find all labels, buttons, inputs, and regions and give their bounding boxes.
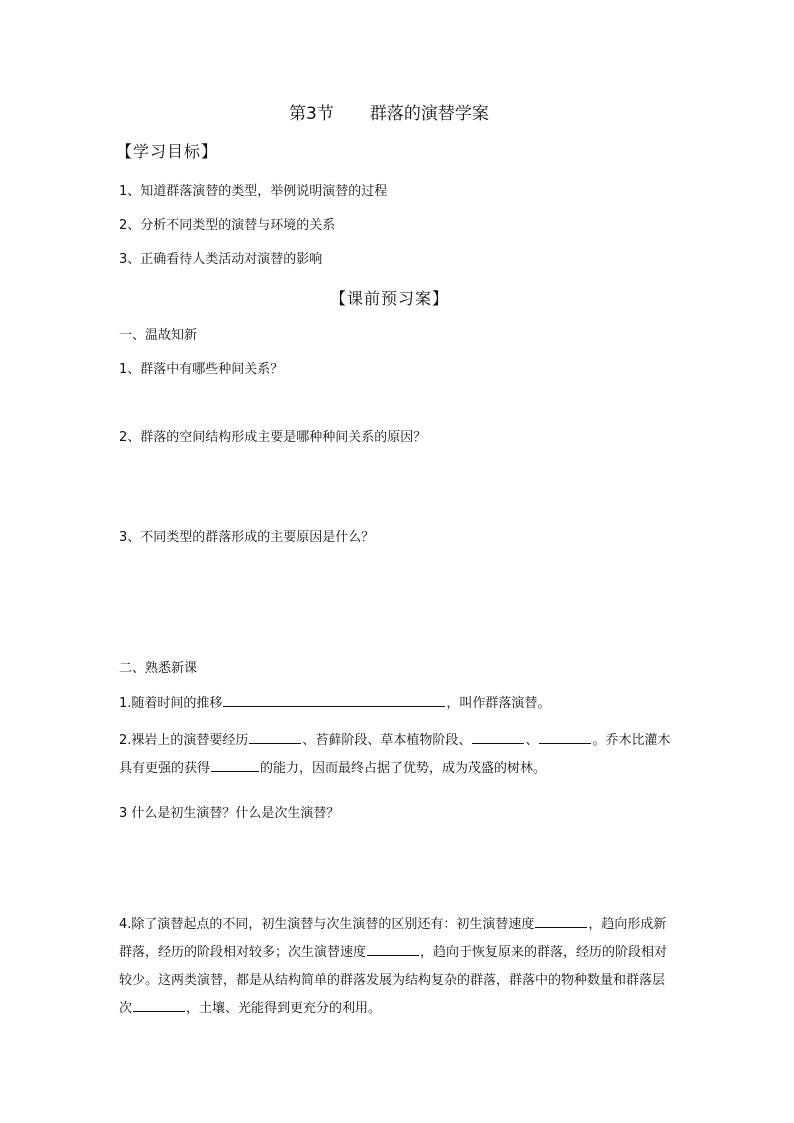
answer-blank[interactable] [133, 999, 185, 1012]
new-lesson-question-1: 1.随着时间的推移 ，叫作群落演替。 [119, 696, 551, 711]
new-lesson-question-4: 4.除了演替起点的不同，初生演替与次生演替的区别还有：初生演替速度 ，趋向形成新群落，经历的阶段相对较多；次生演替速度 ，趋向于恢复原来的群落，经历的阶段相对较少。这两类演替，都是从结构简单的群落发展为结构复杂的群落，群落中的物种数量和群落层次 ，土壤、光能得到更充分的利用。 [119, 917, 668, 1016]
answer-blank[interactable] [367, 943, 419, 956]
review-question-2: 2、群落的空间结构形成主要是哪种种间关系的原因？ [119, 430, 427, 445]
preview-heading: 【课前预习案】 [330, 289, 450, 308]
answer-blank[interactable] [249, 731, 301, 744]
review-heading: 一、温故知新 [119, 328, 198, 343]
answer-blank[interactable] [211, 759, 259, 772]
objective-item-2: 2、分析不同类型的演替与环境的关系 [119, 218, 336, 233]
section-title: 群落的演替学案 [369, 104, 489, 124]
review-question-1: 1、群落中有哪些种间关系？ [119, 362, 284, 377]
answer-blank[interactable] [472, 731, 524, 744]
answer-blank[interactable] [223, 694, 445, 707]
new-lesson-question-3: 3 什么是初生演替？什么是次生演替？ [119, 806, 340, 821]
new-lesson-question-2: 2.裸岩上的演替要经历 、苔藓阶段、草本植物阶段、 、 。乔木比灌木具有更强的获得 的能力，因而最终占据了优势，成为茂盛的树林。 [119, 733, 671, 776]
review-question-3: 3、不同类型的群落形成的主要原因是什么？ [119, 530, 375, 545]
objective-item-3: 3、正确看待人类活动对演替的影响 [119, 252, 323, 267]
objective-item-1: 1、知道群落演替的类型，举例说明演替的过程 [119, 184, 388, 199]
section-number: 第3节 [289, 104, 334, 124]
objectives-heading: 【学习目标】 [116, 142, 219, 161]
answer-blank[interactable] [539, 731, 591, 744]
new-lesson-heading: 二、熟悉新课 [119, 661, 198, 676]
answer-blank[interactable] [535, 915, 587, 928]
page-title [289, 99, 489, 124]
